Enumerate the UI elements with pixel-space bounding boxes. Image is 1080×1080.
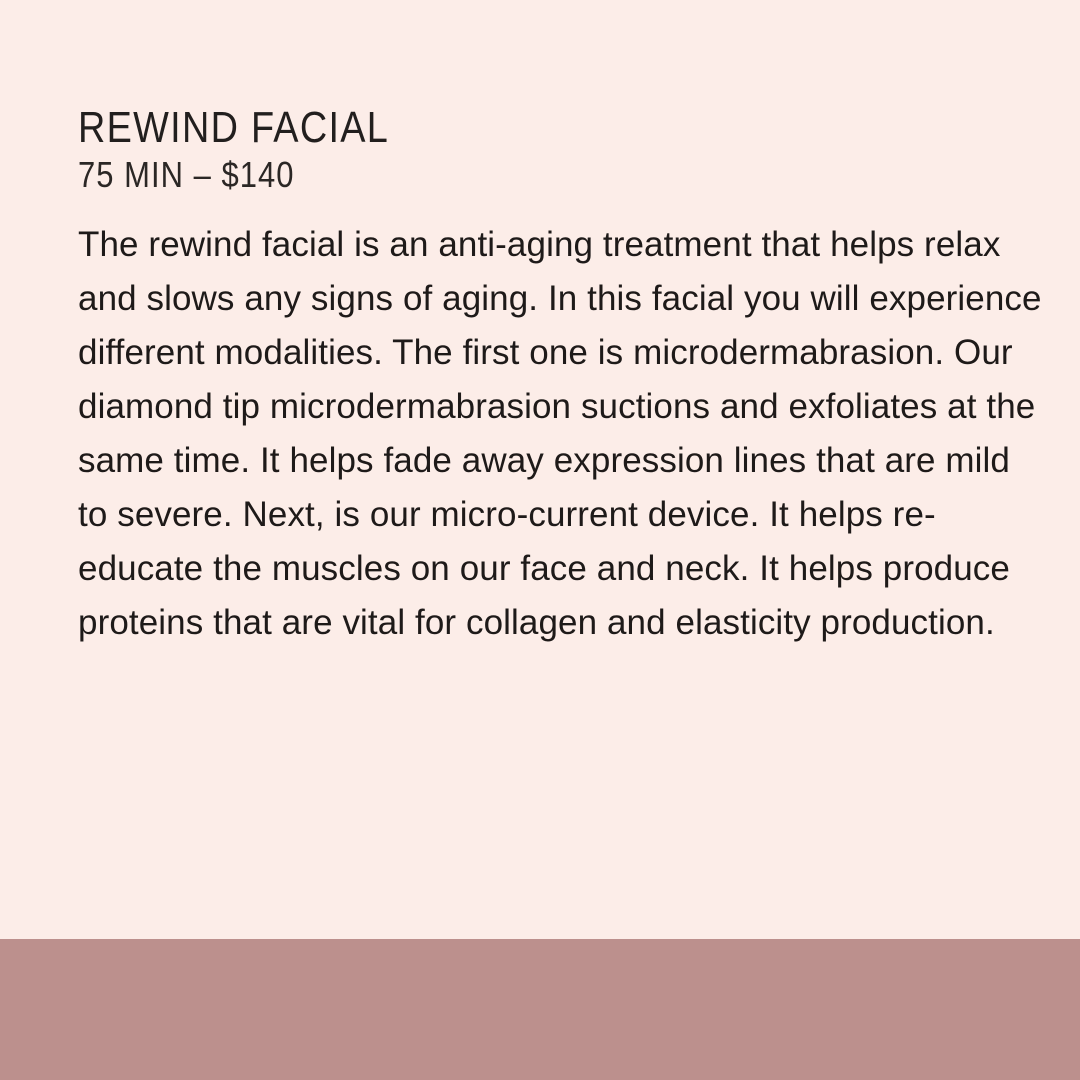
service-description: The rewind facial is an anti-aging treatment that helps relax and slows any signs of aging. In this facial you will experience different modalities. The first one is microdermabrasion. Our diamond tip microdermabrasion suctions and exfoliates at the same time. It helps fade away expression lines that are mild to severe. Next, is our micro-current device. It helps re-educate the muscles on our face and neck. It helps produce proteins that are vital for collagen and elasticity production. xyxy=(78,225,1042,642)
service-content xyxy=(78,104,1048,650)
service-duration-price: 75 MIN – $140 xyxy=(78,154,295,195)
service-title: REWIND FACIAL xyxy=(78,103,390,152)
footer-bar xyxy=(0,939,1080,1080)
